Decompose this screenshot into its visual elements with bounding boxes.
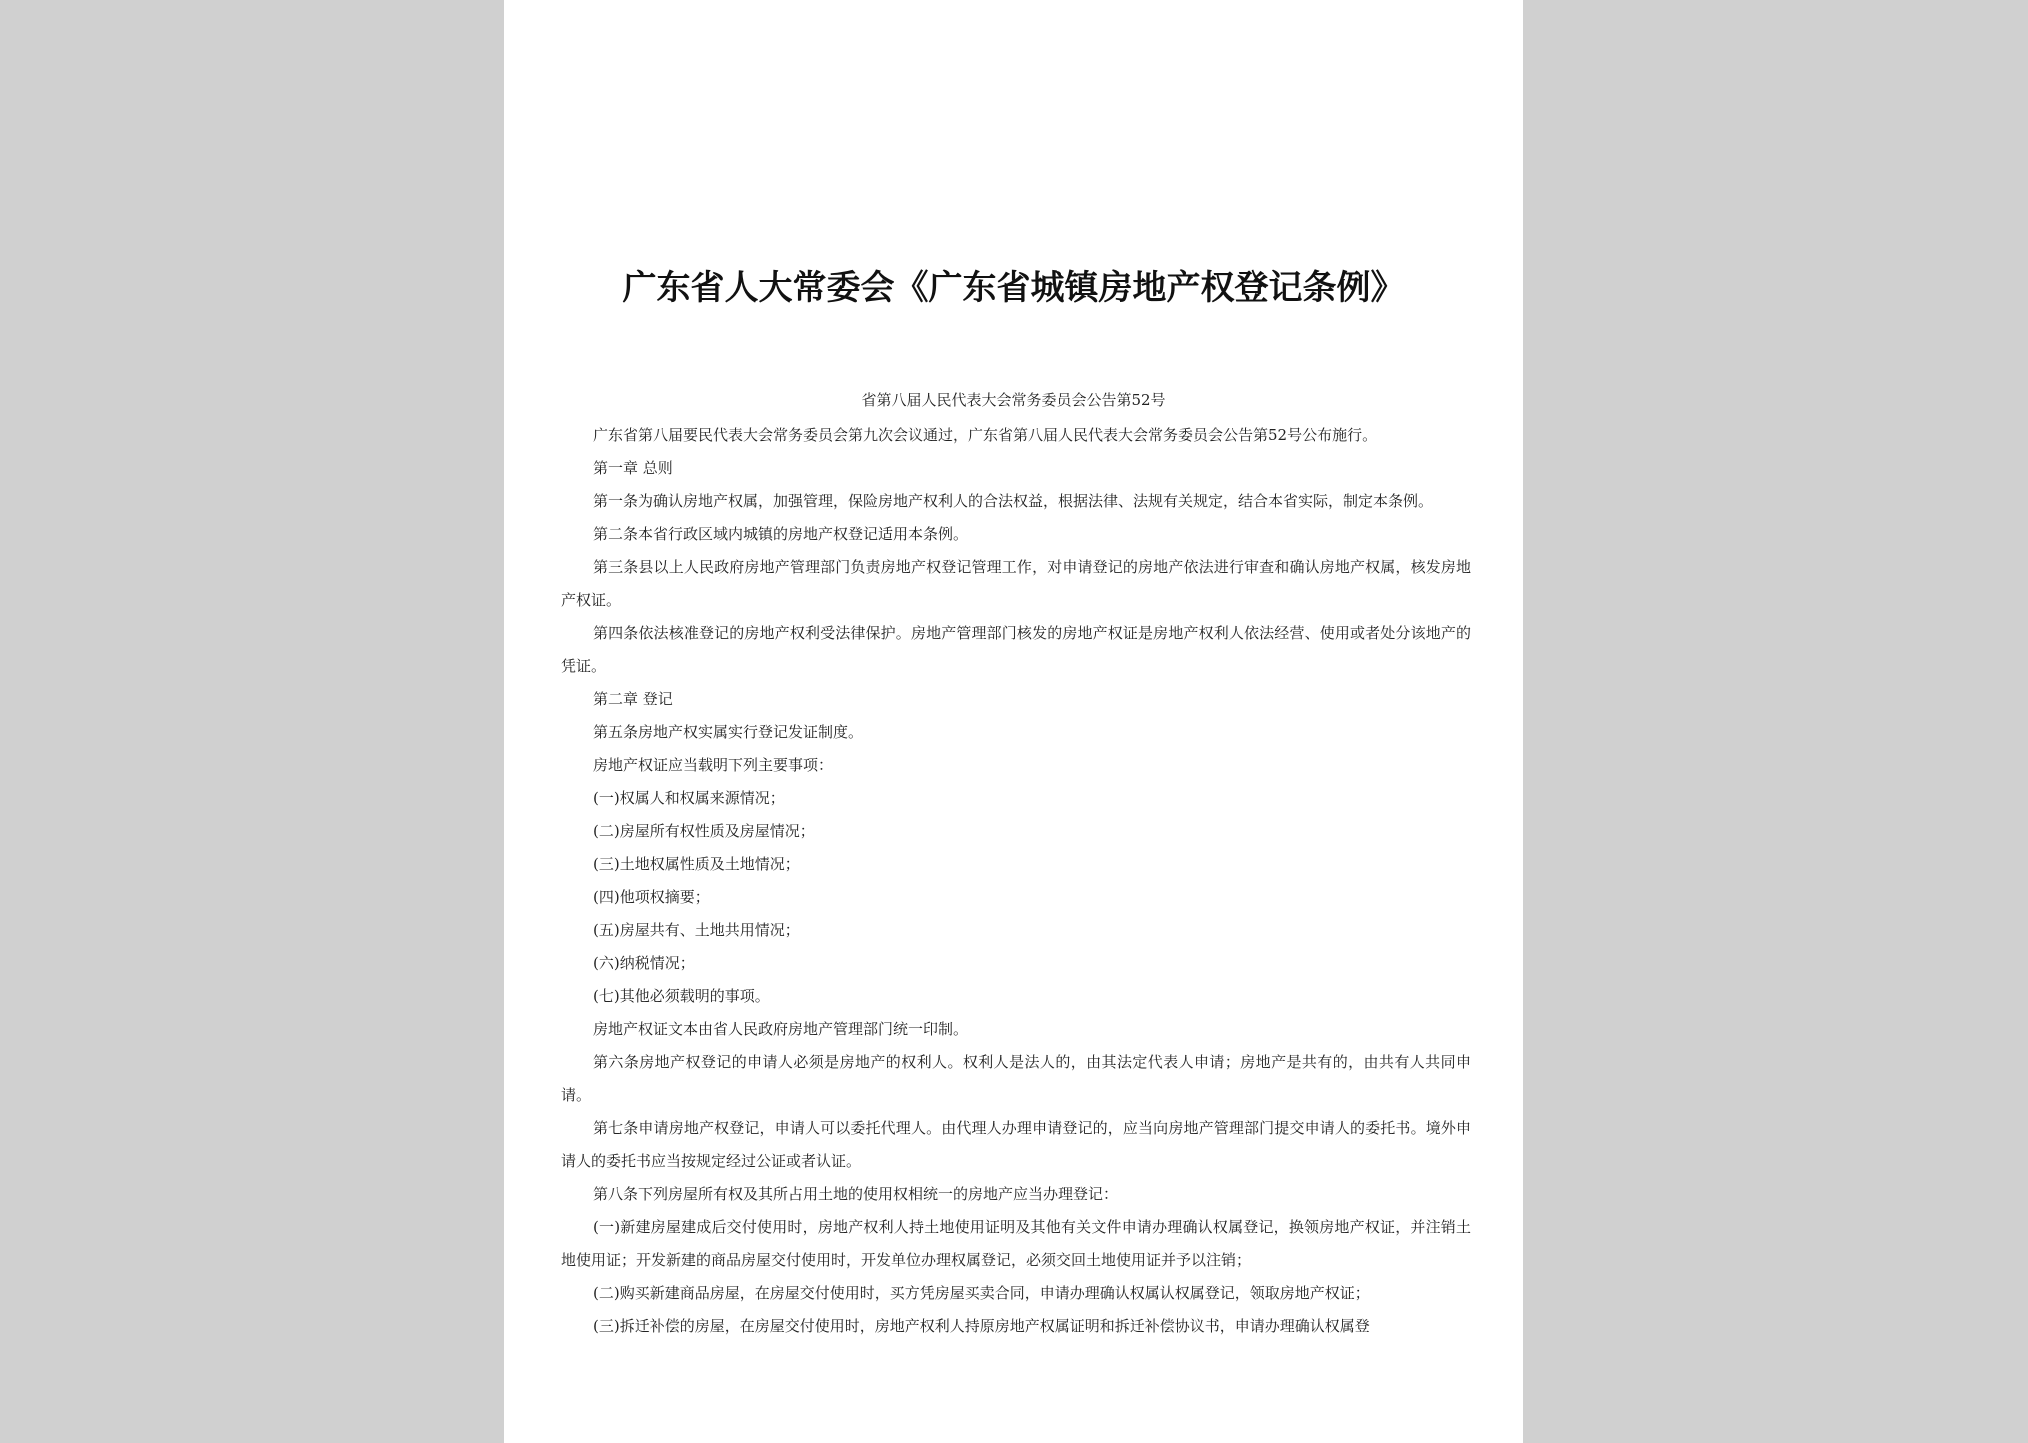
paragraph: 房地产权证文本由省人民政府房地产管理部门统一印制。 xyxy=(593,1020,969,1038)
list-item: (四)他项权摘要； xyxy=(593,888,710,906)
paragraph: 第八条下列房屋所有权及其所占用土地的使用权相统一的房地产应当办理登记： xyxy=(593,1185,1119,1203)
list-item: (一)新建房屋建成后交付使用时，房地产权利人持土地使用证明及其他有关文件申请办理确认权属登记，换领房地产权证，并注销土地使用证；开发新建的商品房屋交付使用时，开发单位办理权属登记，必须交回土地使用证并予以注销； xyxy=(561,1218,1471,1269)
list-item: (二)房屋所有权性质及房屋情况； xyxy=(593,822,815,840)
list-item: (六)纳税情况； xyxy=(593,954,695,972)
list-item: (二)购买新建商品房屋，在房屋交付使用时，买方凭房屋买卖合同，申请办理确认权属认权属登记，领取房地产权证； xyxy=(593,1284,1370,1302)
document-body xyxy=(561,419,1471,1343)
paragraph: 第七条申请房地产权登记，申请人可以委托代理人。由代理人办理申请登记的，应当向房地产管理部门提交申请人的委托书。境外申请人的委托书应当按规定经过公证或者认证。 xyxy=(561,1119,1471,1170)
paragraph: 广东省第八届要民代表大会常务委员会第九次会议通过，广东省第八届人民代表大会常务委员会公告第52号公布施行。 xyxy=(593,426,1378,444)
document-title: 广东省人大常委会《广东省城镇房地产权登记条例》 xyxy=(622,268,1405,308)
list-item: (三)拆迁补偿的房屋，在房屋交付使用时，房地产权利人持原房地产权属证明和拆迁补偿协议书，申请办理确认权属登 xyxy=(593,1317,1370,1335)
paragraph: 第三条县以上人民政府房地产管理部门负责房地产权登记管理工作，对申请登记的房地产依法进行审查和确认房地产权属，核发房地产权证。 xyxy=(561,558,1471,609)
paragraph: 第二条本省行政区域内城镇的房地产权登记适用本条例。 xyxy=(593,525,969,543)
paragraph: 房地产权证应当载明下列主要事项： xyxy=(593,756,834,774)
list-item: (七)其他必须载明的事项。 xyxy=(593,987,770,1005)
list-item: (一)权属人和权属来源情况； xyxy=(593,789,785,807)
notice-number: 省第八届人民代表大会常务委员会公告第52号 xyxy=(861,391,1166,409)
paragraph: 第六条房地产权登记的申请人必须是房地产的权利人。权利人是法人的，由其法定代表人申请；房地产是共有的，由共有人共同申请。 xyxy=(561,1053,1471,1104)
chapter-heading: 第一章 总则 xyxy=(593,459,673,477)
chapter-heading: 第二章 登记 xyxy=(593,690,673,708)
list-item: (三)土地权属性质及土地情况； xyxy=(593,855,800,873)
list-item: (五)房屋共有、土地共用情况； xyxy=(593,921,800,939)
paragraph: 第五条房地产权实属实行登记发证制度。 xyxy=(593,723,864,741)
paragraph: 第四条依法核准登记的房地产权利受法律保护。房地产管理部门核发的房地产权证是房地产权利人依法经营、使用或者处分该地产的凭证。 xyxy=(561,624,1471,675)
paragraph: 第一条为确认房地产权属，加强管理，保险房地产权利人的合法权益，根据法律、法规有关规定，结合本省实际，制定本条例。 xyxy=(593,492,1434,510)
document-page xyxy=(504,0,1523,1443)
